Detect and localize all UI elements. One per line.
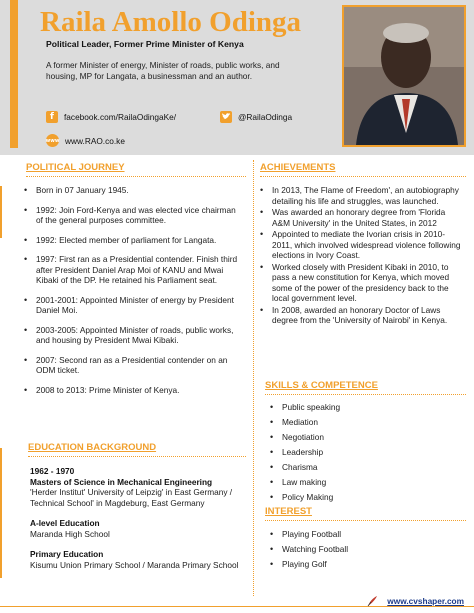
education-dates: 1962 - 1970: [30, 466, 75, 476]
person-subtitle: Political Leader, Former Prime Minister of Kenya: [46, 39, 244, 49]
header-banner: [0, 0, 474, 155]
twitter-text: @RailaOdinga: [238, 112, 293, 122]
website-link[interactable]: [46, 134, 125, 147]
accent-bar: [10, 0, 18, 148]
facebook-link[interactable]: [46, 111, 176, 123]
list-item: • In 2013, The Flame of Freedom', an autobiography detailing his life and struggles, was launched.: [260, 185, 462, 206]
political-journey-heading: POLITICAL JOURNEY: [26, 162, 125, 173]
profile-photo: [342, 5, 466, 147]
primary-school: Kisumu Union Primary School / Maranda Primary School: [30, 559, 239, 570]
list-item: • Law making: [270, 477, 460, 488]
globe-icon: www: [46, 134, 59, 147]
skills-rule: [265, 394, 466, 395]
profile-summary: A former Minister of energy, Minister of roads, public works, and housing, MP for Langata, a businessman and an author.: [46, 60, 280, 81]
education-rule: [28, 456, 246, 457]
achievements-list: [260, 185, 462, 327]
person-name: Raila Amollo Odinga: [40, 6, 302, 38]
list-item: • Public speaking: [270, 402, 460, 413]
education-institution: 'Herder Institut' University of Leipzig' in East Germany / Technical School' in Magdeburg, East Germany: [30, 487, 233, 508]
list-item: • Born in 07 January 1945.: [24, 185, 239, 196]
list-item: • 1992: Elected member of parliament for Langata.: [24, 235, 239, 246]
list-item: • Mediation: [270, 417, 460, 428]
skills-list: [270, 402, 460, 507]
achievements-heading: ACHIEVEMENTS: [260, 162, 336, 173]
list-item: • 1992: Join Ford-Kenya and was elected vice chairman of the general purposes committee.: [24, 205, 239, 226]
quill-icon: [366, 595, 378, 607]
list-item: • 2007: Second ran as a Presidential contender on an ODM ticket.: [24, 355, 239, 376]
list-item: • Was awarded an honorary degree from 'Florida A&M University' in the United States, in 2012: [260, 207, 462, 228]
list-item: • Leadership: [270, 447, 460, 458]
list-item: • Playing Golf: [270, 559, 460, 570]
achievements-rule: [260, 176, 466, 177]
alevel-title: A-level Education: [30, 518, 100, 528]
list-item: • 2003-2005: Appointed Minister of roads, public works, and housing by President Mwai Kibaki.: [24, 325, 239, 346]
facebook-text: facebook.com/RailaOdingaKe/: [64, 112, 177, 122]
list-item: • In 2008, awarded an honorary Doctor of Laws degree from the 'University of Nairobi' in Kenya.: [260, 305, 462, 326]
interest-heading: INTEREST: [265, 506, 312, 517]
column-divider: [253, 160, 254, 596]
list-item: • Negotiation: [270, 432, 460, 443]
interest-list: [270, 529, 460, 574]
twitter-icon: [220, 111, 232, 123]
interest-rule: [265, 520, 466, 521]
list-item: • Appointed to mediate the Ivorian crisis in 2010-2011, which involved widespread violence following elections in Ivory Coast.: [260, 229, 462, 261]
list-item: • Worked closely with President Kibaki in 2010, to pass a new constitution for Kenya, which moved some of the power of the presidency back to the local government level.: [260, 262, 462, 304]
education-block: [30, 466, 245, 570]
political-journey-list: [24, 185, 239, 404]
education-degree: Masters of Science in Mechanical Engineering: [30, 476, 213, 487]
list-item: • Policy Making: [270, 492, 460, 503]
footer-rule: [0, 606, 474, 607]
list-item: • Charisma: [270, 462, 460, 473]
list-item: • Playing Football: [270, 529, 460, 540]
twitter-link[interactable]: [220, 111, 292, 123]
list-item: • Watching Football: [270, 544, 460, 555]
footer: [0, 596, 474, 613]
list-item: • 1997: First ran as a Presidential contender. Finish third after President Daniel Arap Moi of KANU and Mwai Kibaki of the DP. He retained his Parliament seat.: [24, 254, 239, 286]
education-heading: EDUCATION BACKGROUND: [28, 442, 157, 453]
list-item: • 2008 to 2013: Prime Minister of Kenya.: [24, 385, 239, 396]
skills-heading: SKILLS & COMPETENCE: [265, 380, 378, 391]
primary-title: Primary Education: [30, 549, 104, 559]
website-text: www.RAO.co.ke: [65, 135, 125, 146]
section-accent-tick: [0, 448, 2, 578]
facebook-icon: f: [46, 111, 58, 123]
section-accent-tick: [0, 186, 2, 238]
alevel-school: Maranda High School: [30, 528, 110, 539]
footer-link[interactable]: www.cvshaper.com: [383, 596, 464, 606]
list-item: • 2001-2001: Appointed Minister of energy by President Daniel Moi.: [24, 295, 239, 316]
political-journey-rule: [26, 176, 246, 177]
